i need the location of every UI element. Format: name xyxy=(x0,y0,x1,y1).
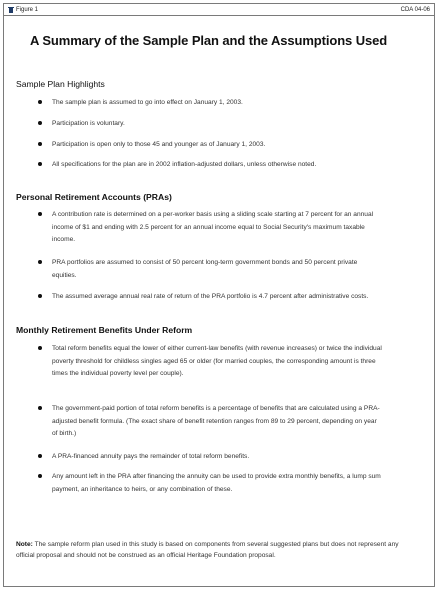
list-item xyxy=(52,139,382,152)
list-item-text: PRA portfolios are assumed to consist of 50 percent long-term government bonds and 50 percent private equities. xyxy=(52,259,358,279)
bullet-icon xyxy=(38,142,42,146)
list-item xyxy=(52,343,382,381)
bullet-icon xyxy=(38,294,42,298)
section-heading-monthly-benefits: Monthly Retirement Benefits Under Reform xyxy=(16,325,193,335)
section-heading-sample-plan: Sample Plan Highlights xyxy=(16,79,105,89)
list-item-text: The sample plan is assumed to go into effect on January 1, 2003. xyxy=(52,99,243,106)
list-item xyxy=(52,471,382,496)
heritage-logo-icon xyxy=(8,7,14,13)
footnote-label: Note: xyxy=(16,541,33,548)
list-item xyxy=(52,209,382,247)
bullet-icon xyxy=(38,121,42,125)
list-item-text: Participation is voluntary. xyxy=(52,120,125,127)
list-item-text: The government-paid portion of total reform benefits is a percentage of benefits that are calculated using a PRA-adjusted benefit formula. (The exact share of benefit retention ranges from 89 to 29 percent, depending on year of birth.) xyxy=(52,405,380,438)
list-item-text: All specifications for the plan are in 2002 inflation-adjusted dollars, unless otherwise noted. xyxy=(52,161,317,168)
bullet-icon xyxy=(38,346,42,350)
footnote xyxy=(16,540,416,561)
figure-header-bar xyxy=(4,4,434,16)
bullet-icon xyxy=(38,100,42,104)
bullet-icon xyxy=(38,212,42,216)
list-item-text: A contribution rate is determined on a per-worker basis using a sliding scale starting at 7 percent for an annual income of $1 and ending with 2.5 percent for an annual income equal to Social Security's maximum taxable income. xyxy=(52,211,374,244)
list-item xyxy=(52,257,382,282)
bullet-icon xyxy=(38,406,42,410)
page-title: A Summary of the Sample Plan and the Assumptions Used xyxy=(30,33,388,48)
list-item-text: The assumed average annual real rate of return of the PRA portfolio is 4.7 percent after administrative costs. xyxy=(52,293,369,300)
list-item-text: Any amount left in the PRA after financing the annuity can be used to provide extra monthly benefits, a lump sum payment, an inheritance to heirs, or any combination of these. xyxy=(52,473,381,493)
figure-label: Figure 1 xyxy=(16,6,39,13)
document-code: CDA 04-06 xyxy=(400,6,430,13)
bullet-icon xyxy=(38,474,42,478)
list-item-text: Participation is open only to those 45 and younger as of January 1, 2003. xyxy=(52,141,266,148)
figure-label-group xyxy=(8,7,38,13)
section-heading-pras: Personal Retirement Accounts (PRAs) xyxy=(16,192,172,202)
list-item xyxy=(52,291,382,304)
list-item xyxy=(52,403,382,441)
footnote-text: The sample reform plan used in this study is based on components from several suggested plans but does not represent any official proposal and should not be construed as an official Heritage Foundation proposal. xyxy=(16,541,399,559)
bullet-icon xyxy=(38,162,42,166)
list-item-text: Total reform benefits equal the lower of either current-law benefits (with revenue increases) or twice the individual poverty threshold for childless singles aged 65 or older (for married couples, the corresponding amount is three times the individual poverty level per couple). xyxy=(52,345,382,378)
bullet-icon xyxy=(38,260,42,264)
list-item xyxy=(52,159,382,172)
list-item xyxy=(52,451,382,464)
list-item xyxy=(52,118,382,131)
list-item xyxy=(52,97,382,110)
list-item-text: A PRA-financed annuity pays the remainder of total reform benefits. xyxy=(52,453,250,460)
bullet-icon xyxy=(38,454,42,458)
